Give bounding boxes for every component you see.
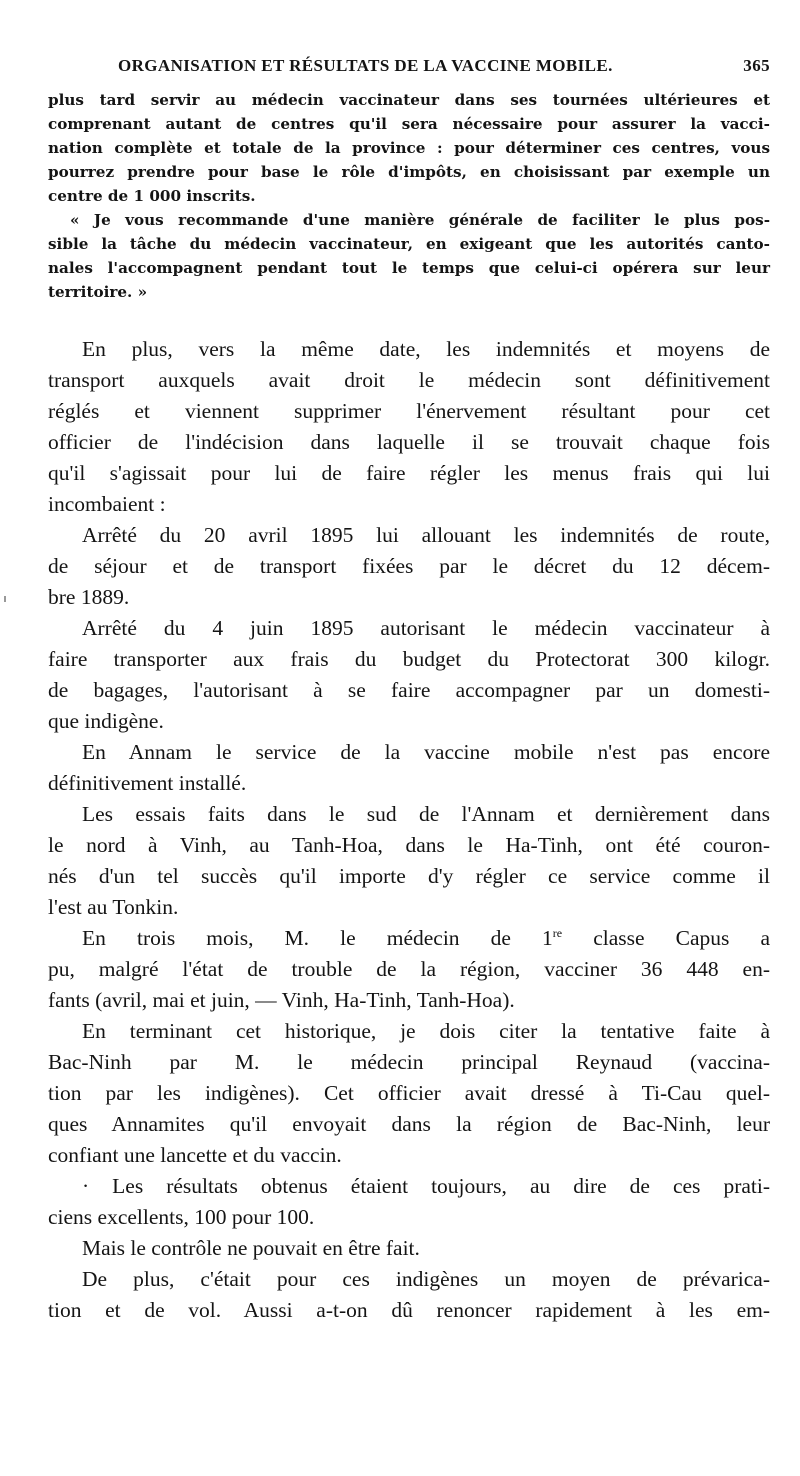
body-line: Arrêté du 20 avril 1895 lui allouant les indemnités de route, bbox=[82, 523, 770, 547]
body-line: qu'il s'agissait pour lui de faire régler les menus frais qui lui bbox=[48, 461, 770, 485]
body-line: confiant une lancette et du vaccin. bbox=[48, 1143, 342, 1167]
body-line: En terminant cet historique, je dois citer la tentative faite à bbox=[82, 1019, 770, 1043]
body-line: officier de l'indécision dans laquelle il se trouvait chaque fois bbox=[48, 430, 770, 454]
quote-line: sible la tâche du médecin vaccinateur, en exigeant que les autorités canto- bbox=[48, 235, 770, 253]
body-line: faire transporter aux frais du budget du Protectorat 300 kilogr. bbox=[48, 647, 770, 671]
body-line: réglés et viennent supprimer l'énervement résultant pour cet bbox=[48, 399, 770, 423]
body-line: Mais le contrôle ne pouvait en être fait. bbox=[82, 1236, 420, 1260]
quote-line: nales l'accompagnent pendant tout le temps que celui-ci opérera sur leur bbox=[48, 259, 770, 277]
body-line: de bagages, l'autorisant à se faire accompagner par un domesti- bbox=[48, 678, 770, 702]
body-line: Les essais faits dans le sud de l'Annam et dernièrement dans bbox=[82, 802, 770, 826]
body-line: le nord à Vinh, au Tanh-Hoa, dans le Ha-Tinh, ont été couron- bbox=[48, 833, 770, 857]
body-line: En plus, vers la même date, les indemnités et moyens de bbox=[82, 337, 770, 361]
body-line: nés d'un tel succès qu'il importe d'y régler ce service comme il bbox=[48, 864, 770, 888]
body-line: l'est au Tonkin. bbox=[48, 895, 179, 919]
body-line-with-superscript bbox=[48, 923, 770, 954]
body-line: bre 1889. bbox=[48, 585, 130, 609]
body-line: de séjour et de transport fixées par le décret du 12 décem- bbox=[48, 554, 770, 578]
body-line: incombaient : bbox=[48, 492, 166, 516]
body-line: Bac-Ninh par M. le médecin principal Reynaud (vaccina- bbox=[48, 1050, 770, 1074]
body-text bbox=[48, 334, 770, 1326]
body-line: De plus, c'était pour ces indigènes un moyen de prévarica- bbox=[82, 1267, 770, 1291]
quote-line: comprenant autant de centres qu'il sera nécessaire pour assurer la vacci- bbox=[48, 115, 770, 133]
quote-line: centre de 1 000 inscrits. bbox=[48, 187, 256, 205]
quote-line: territoire. » bbox=[48, 283, 148, 301]
body-line: pu, malgré l'état de trouble de la région, vacciner 36 448 en- bbox=[48, 957, 770, 981]
body-line: tion par les indigènes). Cet officier avait dressé à Ti-Cau quel- bbox=[48, 1081, 770, 1105]
body-line: En Annam le service de la vaccine mobile n'est pas encore bbox=[82, 740, 770, 764]
quote-line: nation complète et totale de la province : pour déterminer ces centres, vous bbox=[48, 139, 770, 157]
margin-mark bbox=[4, 596, 6, 602]
body-line: · Les résultats obtenus étaient toujours, au dire de ces prati- bbox=[82, 1174, 770, 1198]
body-line-tail: classe Capus a bbox=[562, 926, 770, 950]
body-line: transport auxquels avait droit le médecin sont définitivement bbox=[48, 368, 770, 392]
body-line: Arrêté du 4 juin 1895 autorisant le médecin vaccinateur à bbox=[82, 616, 770, 640]
body-line: tion et de vol. Aussi a-t-on dû renoncer rapidement à les em- bbox=[48, 1298, 770, 1322]
quoted-instruction-block bbox=[48, 88, 770, 304]
body-line: définitivement installé. bbox=[48, 771, 247, 795]
quote-line: « Je vous recommande d'une manière générale de faciliter le plus pos- bbox=[70, 211, 770, 229]
running-head bbox=[48, 56, 770, 82]
quote-line: plus tard servir au médecin vaccinateur dans ses tournées ultérieures et bbox=[48, 91, 770, 109]
page-number: 365 bbox=[743, 56, 770, 75]
running-title: ORGANISATION ET RÉSULTATS DE LA VACCINE MOBILE. bbox=[118, 56, 613, 75]
body-line: fants (avril, mai et juin, — Vinh, Ha-Tinh, Tanh-Hoa). bbox=[48, 988, 515, 1012]
ordinal-superscript: re bbox=[552, 925, 563, 940]
quote-line: pourrez prendre pour base le rôle d'impôts, en choisissant par exemple un bbox=[48, 163, 770, 181]
body-line-head: En trois mois, M. le médecin de 1 bbox=[82, 926, 553, 950]
body-line: ciens excellents, 100 pour 100. bbox=[48, 1205, 315, 1229]
body-line: ques Annamites qu'il envoyait dans la région de Bac-Ninh, leur bbox=[48, 1112, 770, 1136]
body-line: que indigène. bbox=[48, 709, 164, 733]
